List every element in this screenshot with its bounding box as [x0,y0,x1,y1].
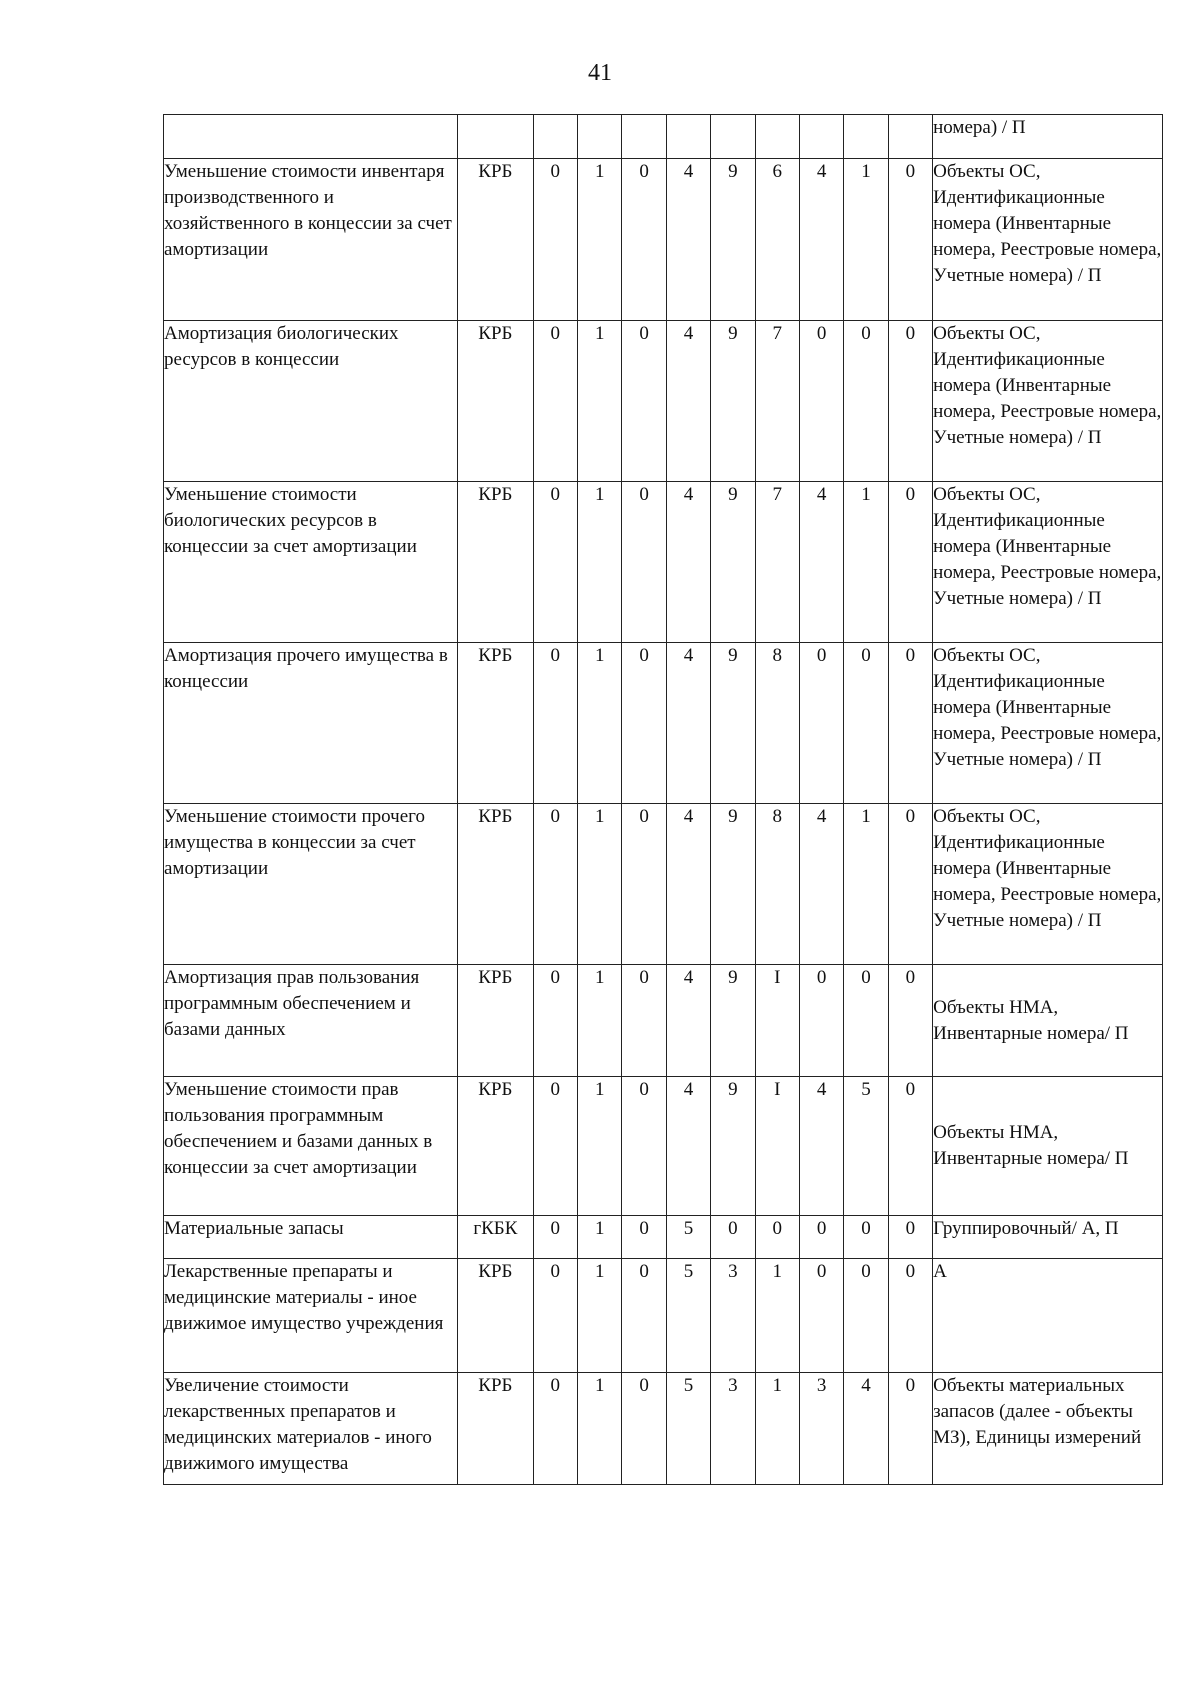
account-digit: 0 [533,804,577,965]
row-analytics: Группировочный/ А, П [933,1216,1163,1259]
account-digit: 0 [533,965,577,1077]
account-digit [622,115,666,159]
account-digit: 1 [578,1077,622,1216]
account-digit: 0 [622,321,666,482]
account-digit: 4 [666,321,710,482]
account-digit: 0 [622,1077,666,1216]
account-digit: 9 [711,1077,755,1216]
account-digit: 1 [578,1373,622,1485]
table-row [164,1216,1163,1259]
row-code-type: КРБ [458,482,533,643]
account-digit: 4 [666,643,710,804]
table-row [164,643,1163,804]
table-row [164,1373,1163,1485]
account-digit: 5 [666,1259,710,1373]
account-digit: 0 [755,1216,799,1259]
account-digit: 7 [755,482,799,643]
account-digit [711,115,755,159]
account-digit: 9 [711,321,755,482]
account-digit: 0 [533,1077,577,1216]
account-digit: 0 [888,1373,932,1485]
accounts-table [163,114,1163,1485]
account-digit [844,115,888,159]
table-row [164,482,1163,643]
account-digit: 4 [844,1373,888,1485]
account-digit: 0 [799,965,843,1077]
account-digit [578,115,622,159]
row-code-type: КРБ [458,643,533,804]
account-digit: 4 [799,159,843,321]
account-digit: 3 [711,1373,755,1485]
account-digit: 0 [622,1216,666,1259]
account-digit: 0 [888,159,932,321]
row-code-type [458,115,533,159]
account-digit [799,115,843,159]
account-digit: 0 [799,643,843,804]
account-digit: 5 [666,1373,710,1485]
account-digit: 0 [844,1216,888,1259]
account-digit [888,115,932,159]
account-digit: 1 [844,482,888,643]
account-digit: 9 [711,643,755,804]
account-digit: 5 [844,1077,888,1216]
table-row [164,804,1163,965]
account-digit: 1 [755,1373,799,1485]
account-digit: 1 [578,159,622,321]
row-code-type: КРБ [458,804,533,965]
account-digit: 1 [578,1216,622,1259]
account-digit: 4 [666,965,710,1077]
row-description: Амортизация прав пользования программным обеспечением и базами данных [164,965,458,1077]
account-digit [755,115,799,159]
account-digit: 9 [711,965,755,1077]
account-digit: 1 [578,482,622,643]
account-digit: 1 [578,321,622,482]
account-digit: 3 [711,1259,755,1373]
account-digit: 0 [711,1216,755,1259]
account-digit: 4 [666,482,710,643]
account-digit: 0 [533,1259,577,1373]
account-digit [666,115,710,159]
row-description: Амортизация биологических ресурсов в концессии [164,321,458,482]
account-digit: 1 [844,804,888,965]
row-code-type: КРБ [458,159,533,321]
account-digit: 0 [622,1373,666,1485]
account-digit: 1 [578,1259,622,1373]
row-code-type: КРБ [458,1373,533,1485]
account-digit: 1 [578,643,622,804]
account-digit [533,115,577,159]
account-digit: 0 [533,643,577,804]
row-description: Материальные запасы [164,1216,458,1259]
row-analytics: Объекты ОС, Идентификационные номера (Инвентарные номера, Реестровые номера, Учетные номера) / П [933,804,1163,965]
row-description: Амортизация прочего имущества в концессии [164,643,458,804]
account-digit: 0 [622,643,666,804]
account-digit: 1 [578,804,622,965]
account-digit: 0 [844,965,888,1077]
row-description: Лекарственные препараты и медицинские материалы - иное движимое имущество учреждения [164,1259,458,1373]
account-digit: 0 [533,159,577,321]
row-description: Уменьшение стоимости биологических ресурсов в концессии за счет амортизации [164,482,458,643]
account-digit: 0 [888,1077,932,1216]
row-code-type: гКБК [458,1216,533,1259]
account-digit: 0 [888,482,932,643]
account-digit: 3 [799,1373,843,1485]
account-digit: 9 [711,804,755,965]
row-description: Уменьшение стоимости инвентаря производственного и хозяйственного в концессии за счет амортизации [164,159,458,321]
account-digit: 4 [799,482,843,643]
account-digit: 4 [799,1077,843,1216]
account-digit: 9 [711,159,755,321]
account-digit: I [755,1077,799,1216]
table-row [164,1259,1163,1373]
account-digit: 7 [755,321,799,482]
account-digit: 0 [533,1216,577,1259]
account-digit: 0 [844,321,888,482]
row-description [164,115,458,159]
account-digit: 6 [755,159,799,321]
account-digit: 4 [666,159,710,321]
account-digit: 0 [799,1259,843,1373]
account-digit: 8 [755,804,799,965]
row-code-type: КРБ [458,321,533,482]
account-digit: 0 [799,1216,843,1259]
row-analytics: А [933,1259,1163,1373]
row-analytics: Объекты ОС, Идентификационные номера (Инвентарные номера, Реестровые номера, Учетные номера) / П [933,159,1163,321]
row-analytics: Объекты НМА, Инвентарные номера/ П [933,1077,1163,1216]
account-digit: 0 [888,643,932,804]
account-digit: 0 [799,321,843,482]
account-digit: 0 [622,159,666,321]
row-analytics: Объекты ОС, Идентификационные номера (Инвентарные номера, Реестровые номера, Учетные номера) / П [933,321,1163,482]
row-analytics: номера) / П [933,115,1163,159]
account-digit: I [755,965,799,1077]
account-digit: 0 [888,804,932,965]
row-analytics: Объекты НМА, Инвентарные номера/ П [933,965,1163,1077]
account-digit: 0 [888,965,932,1077]
account-digit: 0 [622,482,666,643]
account-digit: 0 [622,1259,666,1373]
account-digit: 0 [888,321,932,482]
row-description: Увеличение стоимости лекарственных препаратов и медицинских материалов - иного движимого имущества [164,1373,458,1485]
account-digit: 0 [533,321,577,482]
account-digit: 0 [622,804,666,965]
account-digit: 0 [622,965,666,1077]
account-digit: 0 [888,1259,932,1373]
row-analytics: Объекты материальных запасов (далее - объекты МЗ), Единицы измерений [933,1373,1163,1485]
account-digit: 1 [755,1259,799,1373]
account-digit: 0 [533,482,577,643]
account-digit: 0 [533,1373,577,1485]
account-digit: 0 [888,1216,932,1259]
account-digit: 1 [844,159,888,321]
account-digit: 0 [844,643,888,804]
account-digit: 4 [799,804,843,965]
row-analytics: Объекты ОС, Идентификационные номера (Инвентарные номера, Реестровые номера, Учетные номера) / П [933,643,1163,804]
account-digit: 9 [711,482,755,643]
table-row [164,159,1163,321]
row-analytics: Объекты ОС, Идентификационные номера (Инвентарные номера, Реестровые номера, Учетные номера) / П [933,482,1163,643]
account-digit: 8 [755,643,799,804]
table-row [164,1077,1163,1216]
row-code-type: КРБ [458,1259,533,1373]
table-row [164,965,1163,1077]
account-digit: 5 [666,1216,710,1259]
table-row [164,115,1163,159]
account-digit: 4 [666,804,710,965]
row-description: Уменьшение стоимости прав пользования программным обеспечением и базами данных в концессии за счет амортизации [164,1077,458,1216]
row-code-type: КРБ [458,1077,533,1216]
table-row [164,321,1163,482]
account-digit: 1 [578,965,622,1077]
row-description: Уменьшение стоимости прочего имущества в концессии за счет амортизации [164,804,458,965]
account-digit: 0 [844,1259,888,1373]
row-code-type: КРБ [458,965,533,1077]
account-digit: 4 [666,1077,710,1216]
page-number: 41 [588,60,612,86]
